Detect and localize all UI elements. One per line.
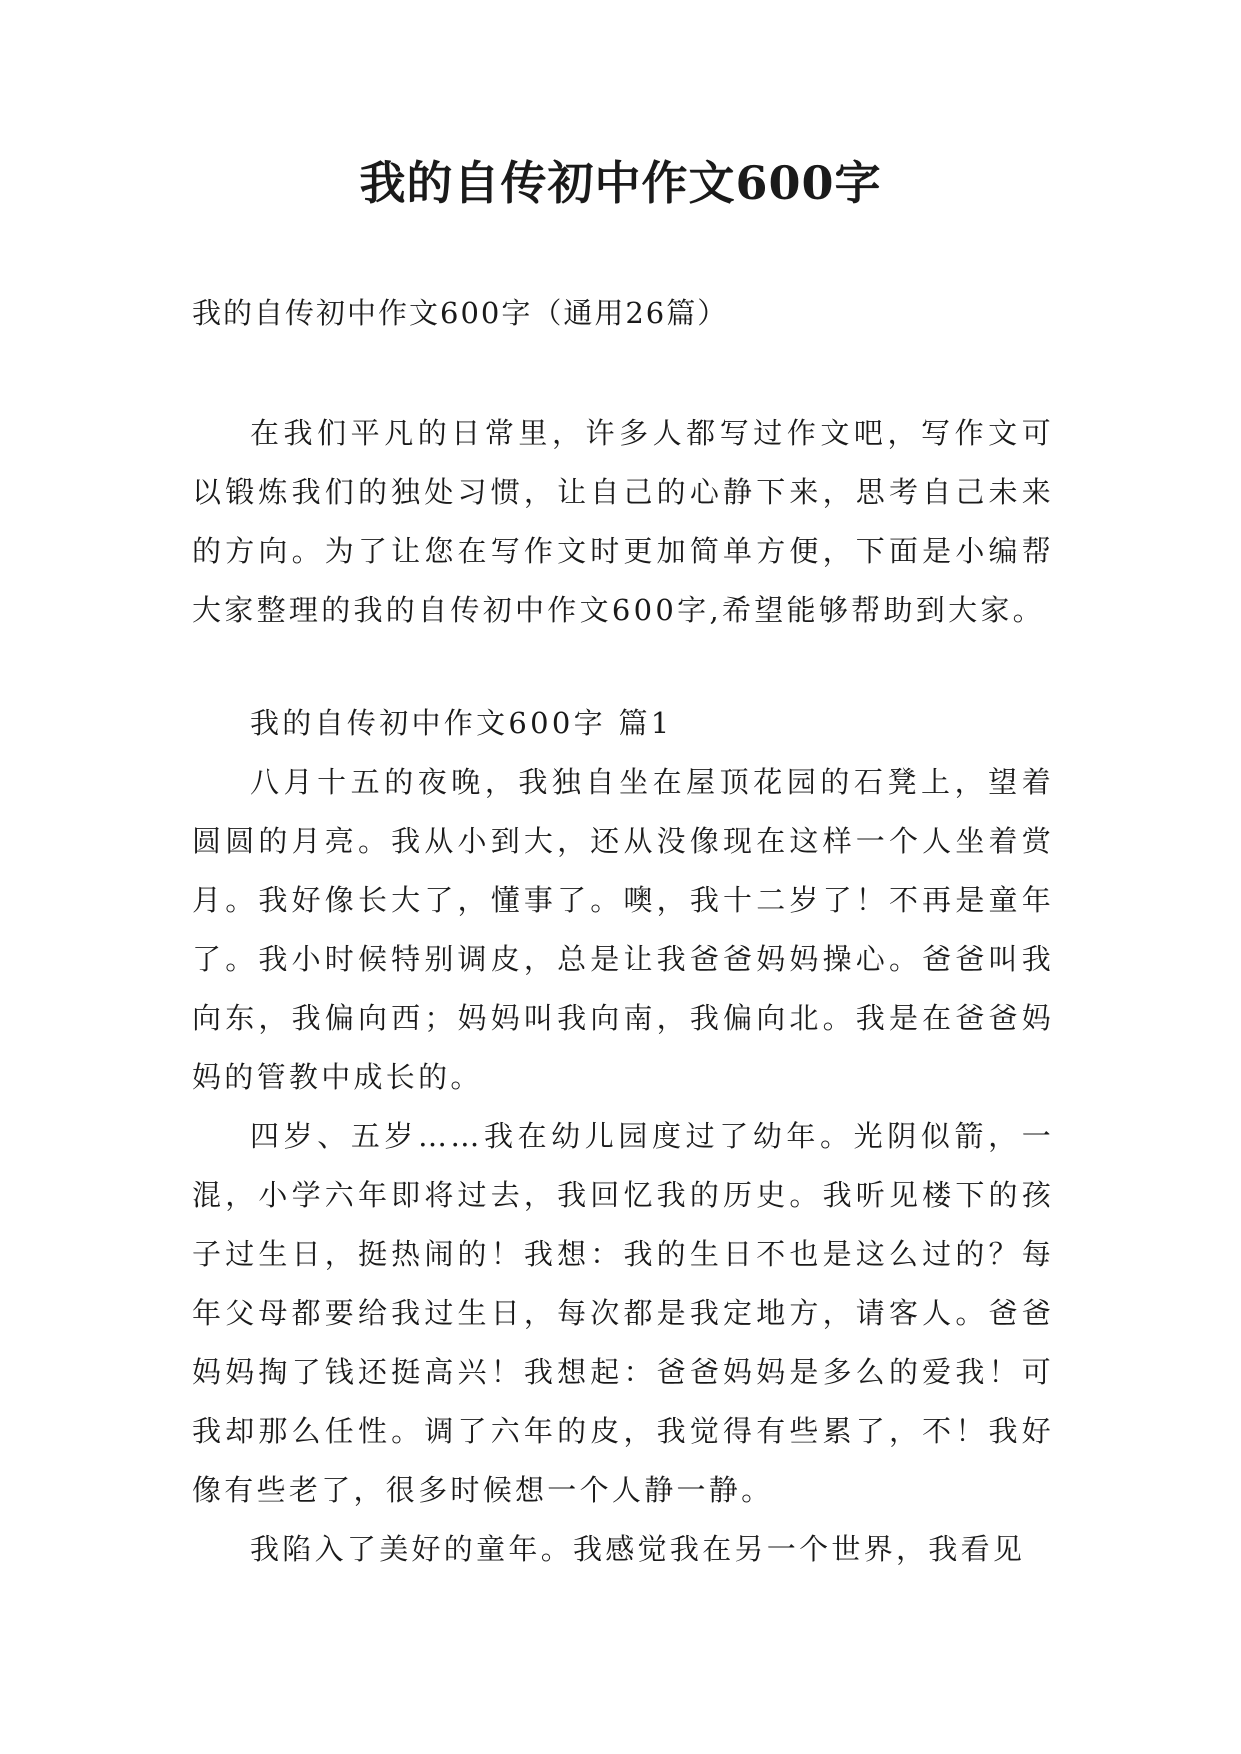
document-subtitle: 我的自传初中作文600字（通用26篇）: [192, 296, 729, 330]
intro-paragraph: 在我们平凡的日常里，许多人都写过作文吧，写作文可以锻炼我们的独处习惯，让自己的心静下来，思考自己未来的方向。为了让您在写作文时更加简单方便，下面是小编帮大家整理的我的自传初中作文600字,希望能够帮助到大家。: [192, 416, 1054, 627]
article-heading: 我的自传初中作文600字 篇1: [250, 706, 673, 740]
article-section: [192, 694, 1054, 1579]
article-paragraph-1: 八月十五的夜晚，我独自坐在屋顶花园的石凳上，望着圆圆的月亮。我从小到大，还从没像现在这样一个人坐着赏月。我好像长大了，懂事了。噢，我十二岁了！不再是童年了。我小时候特别调皮，总是让我爸爸妈妈操心。爸爸叫我向东，我偏向西；妈妈叫我向南，我偏向北。我是在爸爸妈妈的管教中成长的。: [192, 765, 1054, 1094]
article-paragraph-2: 四岁、五岁……我在幼儿园度过了幼年。光阴似箭，一混，小学六年即将过去，我回忆我的历史。我听见楼下的孩子过生日，挺热闹的！我想：我的生日不也是这么过的？每年父母都要给我过生日，每次都是我定地方，请客人。爸爸妈妈掏了钱还挺高兴！我想起：爸爸妈妈是多么的爱我！可我却那么任性。调了六年的皮，我觉得有些累了，不！我好像有些老了，很多时候想一个人静一静。: [192, 1119, 1054, 1507]
article-paragraph-3: 我陷入了美好的童年。我感觉我在另一个世界，我看见: [250, 1532, 1026, 1566]
document-title: 我的自传初中作文600字: [359, 156, 882, 210]
intro-section: [192, 404, 1054, 640]
